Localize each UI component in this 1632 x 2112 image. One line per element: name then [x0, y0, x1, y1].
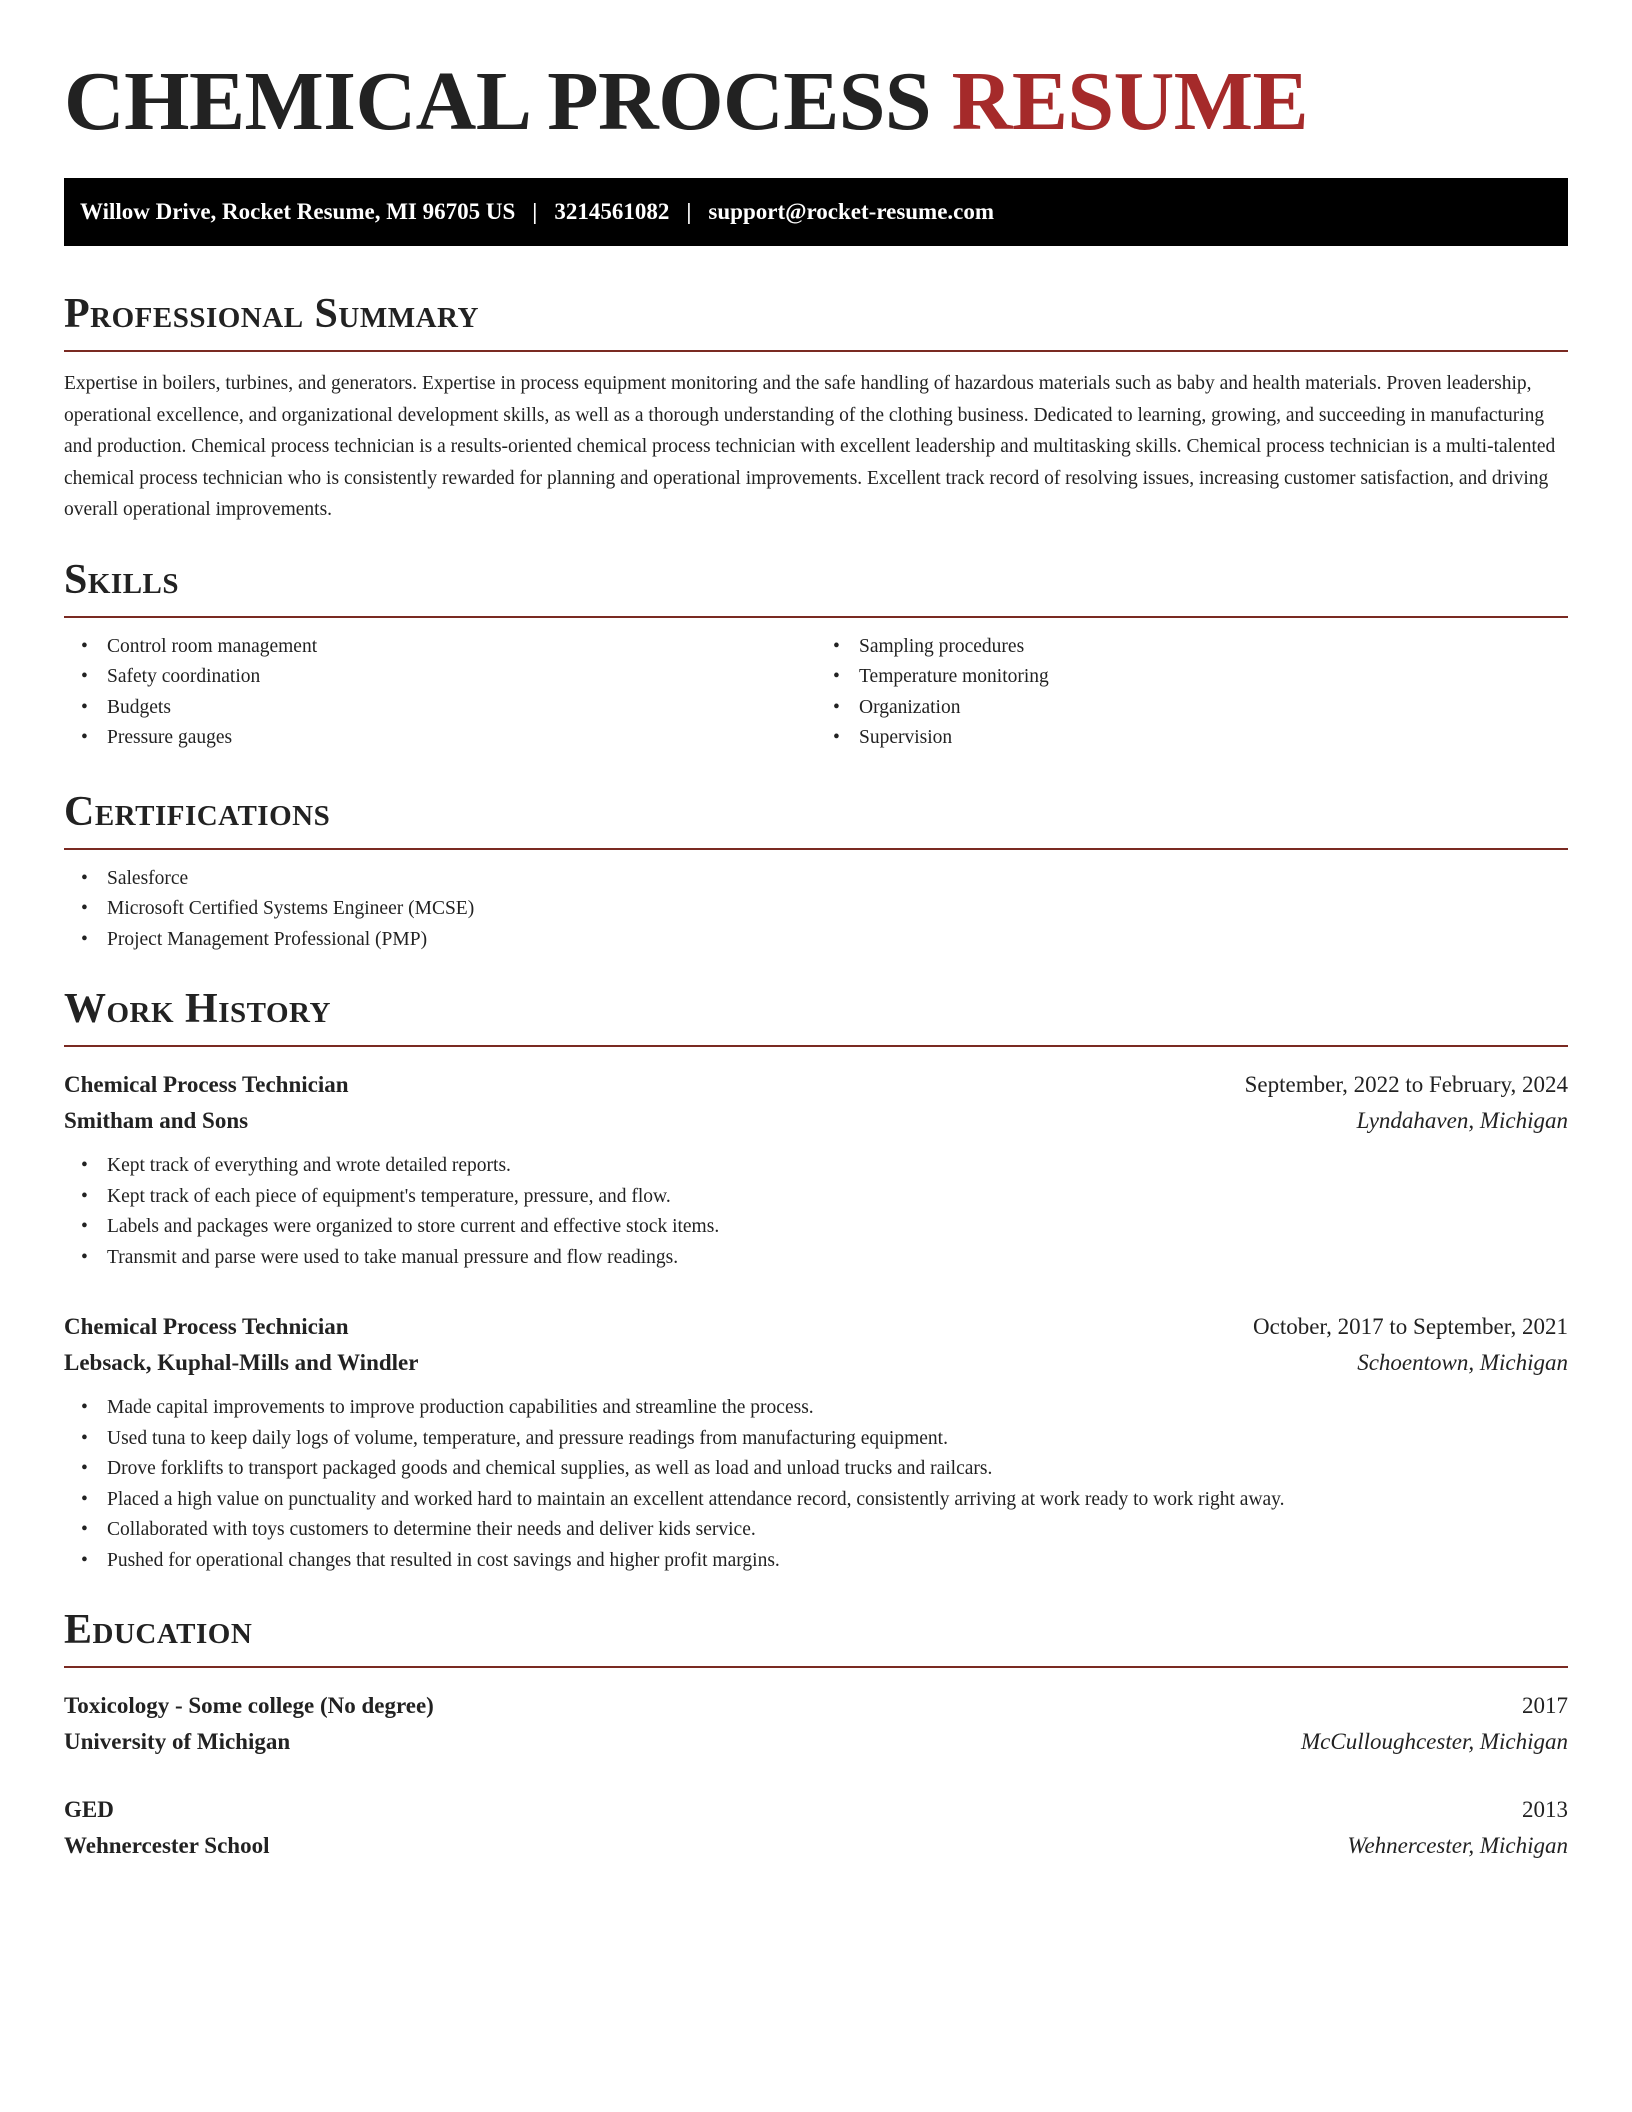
job-duty: • Transmit and parse were used to take manual pressure and flow readings. [107, 1243, 1568, 1274]
job-duty: • Kept track of each piece of equipment's temperature, pressure, and flow. [107, 1182, 1568, 1213]
education-entry [64, 1688, 1568, 1760]
job-title: Chemical Process Technician [64, 1072, 349, 1097]
title-accent: RESUME [951, 55, 1309, 148]
job-duty: • Labels and packages were organized to store current and effective stock items. [107, 1212, 1568, 1243]
education-degree: Toxicology - Some college (No degree) [64, 1693, 434, 1718]
contact-separator: | [686, 199, 692, 224]
skill-item: • Sampling procedures [859, 632, 1568, 663]
contact-email: support@rocket-resume.com [708, 199, 995, 224]
certification-item: • Project Management Professional (PMP) [107, 925, 1568, 956]
job-title: Chemical Process Technician [64, 1314, 349, 1339]
education-heading: Education [64, 1604, 1568, 1668]
skills-heading: Skills [64, 554, 1568, 618]
education-school: University of Michigan [64, 1729, 291, 1754]
title-main: CHEMICAL PROCESS [64, 55, 932, 148]
education-year: 2017 [1522, 1693, 1568, 1718]
summary-heading: Professional Summary [64, 288, 1568, 352]
education-location: Wehnercester, Michigan [1347, 1833, 1568, 1858]
skills-list-left [64, 632, 816, 754]
education-degree: GED [64, 1797, 114, 1822]
skill-item: • Pressure gauges [107, 723, 816, 754]
job-duties-list [64, 1393, 1568, 1576]
summary-text: Expertise in boilers, turbines, and generators. Expertise in process equipment monitoring and the safe handling of hazardous materials such as baby and health materials. Proven leadership, operational excellence, and organizational development skills, as well as a thorough understanding of the clothing business. Dedicated to learning, growing, and succeeding in manufacturing and production. Chemical process technician is a results-oriented chemical process technician with excellent leadership and multitasking skills. Chemical process technician is a multi-talented chemical process technician who is consistently rewarded for planning and operational improvements. Excellent track record of resolving issues, increasing customer satisfaction, and driving overall operational improvements. [64, 373, 1556, 520]
certification-item: • Salesforce [107, 864, 1568, 895]
skill-item: • Organization [859, 693, 1568, 724]
contact-phone: 3214561082 [554, 199, 670, 224]
job-dates: September, 2022 to February, 2024 [1244, 1072, 1568, 1097]
contact-bar [64, 178, 1568, 246]
education-school: Wehnercester School [64, 1833, 270, 1858]
certifications-heading: Certifications [64, 786, 1568, 850]
job-duty: • Kept track of everything and wrote detailed reports. [107, 1151, 1568, 1182]
job-entry [64, 1309, 1568, 1576]
job-dates: October, 2017 to September, 2021 [1253, 1314, 1568, 1339]
job-company: Smitham and Sons [64, 1108, 249, 1133]
skill-item: • Budgets [107, 693, 816, 724]
job-duty: • Collaborated with toys customers to determine their needs and deliver kids service. [107, 1515, 1568, 1546]
work-history-heading: Work History [64, 983, 1568, 1047]
job-location: Schoentown, Michigan [1357, 1350, 1568, 1375]
certification-item: • Microsoft Certified Systems Engineer (MCSE) [107, 894, 1568, 925]
job-entry [64, 1067, 1568, 1273]
job-company: Lebsack, Kuphal-Mills and Windler [64, 1350, 419, 1375]
contact-address: Willow Drive, Rocket Resume, MI 96705 US [80, 199, 516, 224]
skill-item: • Control room management [107, 632, 816, 663]
education-location: McCulloughcester, Michigan [1300, 1729, 1568, 1754]
contact-separator: | [532, 199, 538, 224]
skill-item: • Supervision [859, 723, 1568, 754]
job-duty: • Made capital improvements to improve production capabilities and streamline the process. [107, 1393, 1568, 1424]
certifications-list [64, 864, 1568, 956]
job-duty: • Pushed for operational changes that resulted in cost savings and higher profit margins. [107, 1546, 1568, 1577]
job-duty: • Drove forklifts to transport packaged goods and chemical supplies, as well as load and unload trucks and railcars. [107, 1454, 1568, 1485]
job-duty: • Used tuna to keep daily logs of volume, temperature, and pressure readings from manufacturing equipment. [107, 1424, 1568, 1455]
skills-grid [64, 632, 1568, 754]
skills-list-right [816, 632, 1568, 754]
job-duties-list [64, 1151, 1568, 1273]
skill-item: • Temperature monitoring [859, 662, 1568, 693]
education-year: 2013 [1522, 1797, 1568, 1822]
resume-title [64, 52, 1568, 152]
skill-item: • Safety coordination [107, 662, 816, 693]
job-location: Lyndahaven, Michigan [1356, 1108, 1568, 1133]
education-entry [64, 1792, 1568, 1864]
job-duty: • Placed a high value on punctuality and worked hard to maintain an excellent attendance record, consistently arriving at work ready to work right away. [107, 1485, 1568, 1516]
